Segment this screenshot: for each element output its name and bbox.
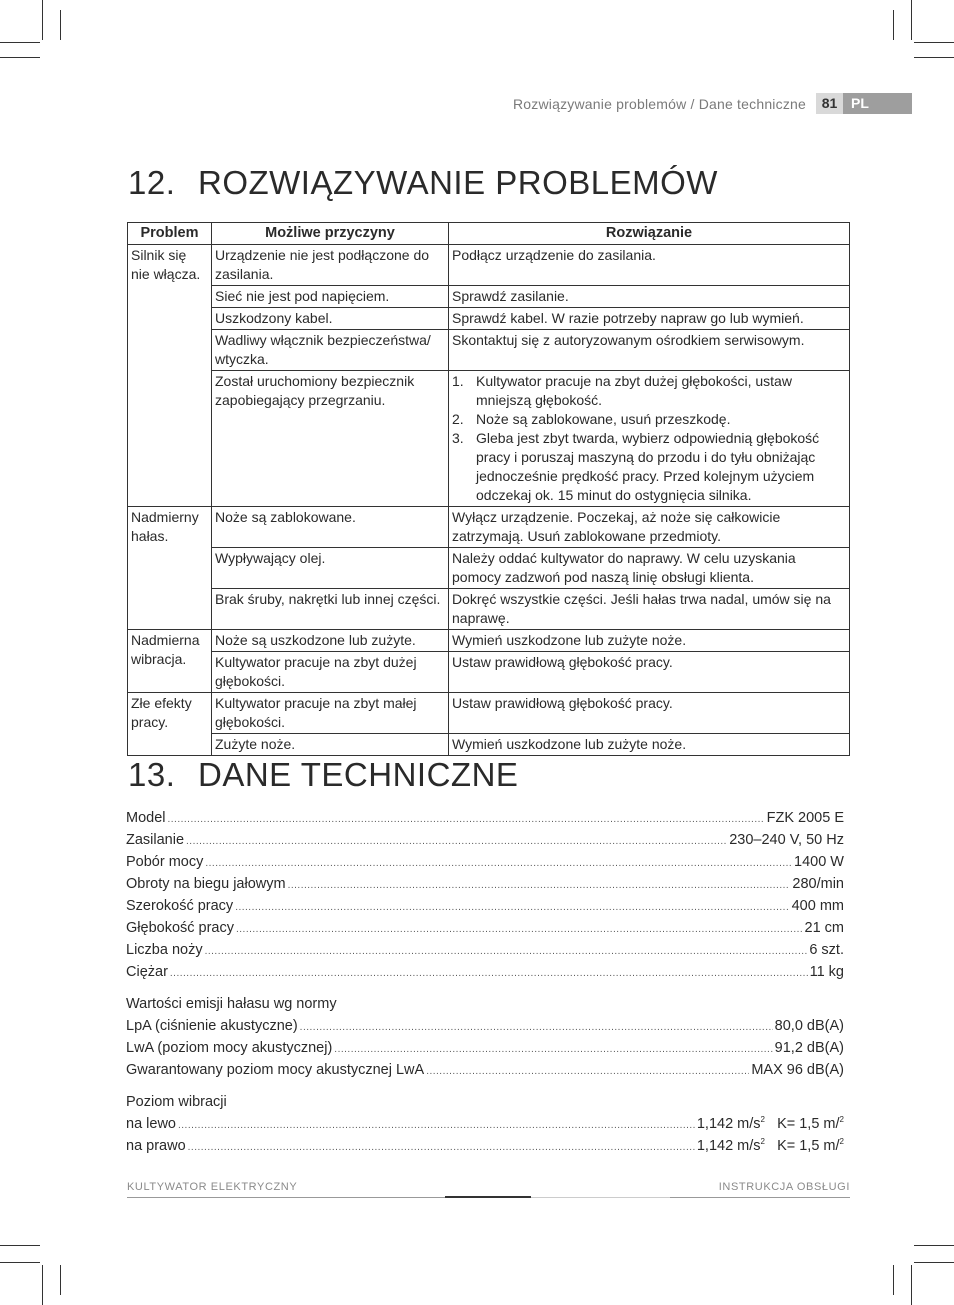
spec-value bbox=[697, 1135, 844, 1157]
footer-divider bbox=[531, 1197, 670, 1198]
technical-data-list bbox=[126, 807, 844, 1157]
table-row bbox=[128, 286, 850, 308]
section-title: DANE TECHNICZNE bbox=[198, 756, 519, 793]
step-number: 2. bbox=[452, 411, 464, 427]
spec-row bbox=[126, 1037, 844, 1059]
spec-row bbox=[126, 939, 844, 961]
language-tab: PL bbox=[843, 93, 912, 114]
footer-divider bbox=[670, 1197, 850, 1198]
spec-row bbox=[126, 1113, 844, 1135]
list-item bbox=[452, 410, 846, 429]
leader-dots bbox=[235, 897, 789, 919]
cause-cell: Zużyte noże. bbox=[212, 734, 449, 756]
troubleshooting-table bbox=[127, 222, 850, 756]
crop-mark bbox=[914, 1245, 954, 1246]
footer-divider bbox=[127, 1197, 445, 1198]
leader-dots bbox=[186, 831, 727, 853]
spec-label: na prawo bbox=[126, 1138, 186, 1154]
footer-left: KULTYWATOR ELEKTRYCZNY bbox=[127, 1181, 298, 1193]
crop-mark bbox=[893, 10, 894, 40]
spec-row bbox=[126, 829, 844, 851]
crop-mark bbox=[60, 10, 61, 40]
table-row bbox=[128, 630, 850, 652]
list-item bbox=[452, 372, 846, 410]
leader-dots bbox=[426, 1061, 749, 1083]
solution-cell: Skontaktuj się z autoryzowanym ośrodkiem serwisowym. bbox=[449, 330, 850, 371]
crop-mark bbox=[911, 0, 912, 40]
spec-value: 400 mm bbox=[791, 898, 844, 914]
step-number: 3. bbox=[452, 430, 464, 446]
leader-dots bbox=[168, 809, 765, 831]
section-number: 13. bbox=[128, 756, 176, 793]
spec-row bbox=[126, 1059, 844, 1081]
problem-cell: Złe efekty pracy. bbox=[128, 693, 212, 756]
spec-row bbox=[126, 961, 844, 983]
spec-value: 80,0 dB(A) bbox=[774, 1018, 844, 1034]
table-row bbox=[128, 693, 850, 734]
spec-row bbox=[126, 1015, 844, 1037]
spec-value: 1400 W bbox=[794, 854, 844, 870]
crop-mark bbox=[0, 1245, 40, 1246]
superscript: 2 bbox=[839, 1137, 844, 1146]
spec-value: FZK 2005 E bbox=[766, 810, 844, 826]
table-row bbox=[128, 330, 850, 371]
vibration-value: 1,142 m/s bbox=[696, 1116, 761, 1132]
spec-value: MAX 96 dB(A) bbox=[751, 1062, 844, 1078]
cause-cell: Sieć nie jest pod napięciem. bbox=[212, 286, 449, 308]
spec-label: LpA (ciśnienie akustyczne) bbox=[126, 1018, 298, 1034]
footer-divider-accent bbox=[445, 1196, 531, 1198]
spec-label: Głębokość pracy bbox=[126, 920, 234, 936]
spec-label: Liczba noży bbox=[126, 942, 203, 958]
crop-mark bbox=[42, 0, 43, 40]
section-13-heading bbox=[128, 756, 518, 794]
solution-cell: Sprawdź kabel. W razie potrzeby napraw go lub wymień. bbox=[449, 308, 850, 330]
leader-dots bbox=[205, 941, 808, 963]
spec-label: LwA (poziom mocy akustycznej) bbox=[126, 1040, 333, 1056]
spec-label: Pobór mocy bbox=[126, 854, 204, 870]
table-row bbox=[128, 507, 850, 548]
crop-mark bbox=[0, 42, 40, 43]
table-row bbox=[128, 652, 850, 693]
step-text: Gleba jest zbyt twarda, wybierz odpowiednią głębokość pracy i poruszaj maszyną do przodu i do tyłu obniżając jednocześnie prędkość pracy. Przed kolejnym użyciem odczekaj ok. 15 minut do ostygnięcia silnika. bbox=[476, 430, 820, 503]
solution-cell: Sprawdź zasilanie. bbox=[449, 286, 850, 308]
problem-cell: Nadmierny hałas. bbox=[128, 507, 212, 630]
solution-cell: Należy oddać kultywator do naprawy. W celu uzyskania pomocy zadzwoń pod naszą linię obsługi klienta. bbox=[449, 548, 850, 589]
table-row bbox=[128, 245, 850, 286]
cause-cell: Kultywator pracuje na zbyt małej głębokości. bbox=[212, 693, 449, 734]
crop-mark bbox=[914, 1262, 954, 1263]
spec-value: 6 szt. bbox=[809, 942, 844, 958]
crop-mark bbox=[0, 1262, 40, 1263]
solution-steps-list bbox=[452, 372, 846, 505]
crop-mark bbox=[893, 1265, 894, 1295]
cause-cell: Wadliwy włącznik bezpieczeństwa/ wtyczka. bbox=[212, 330, 449, 371]
crop-mark bbox=[914, 57, 954, 58]
spec-value: 91,2 dB(A) bbox=[774, 1040, 844, 1056]
cause-cell: Uszkodzony kabel. bbox=[212, 308, 449, 330]
leader-dots bbox=[288, 875, 791, 897]
uncertainty-value: K= 1,5 m/ bbox=[777, 1138, 840, 1154]
step-text: Noże są zablokowane, usuń przeszkodę. bbox=[476, 411, 731, 427]
cause-cell: Noże są uszkodzone lub zużyte. bbox=[212, 630, 449, 652]
spec-row bbox=[126, 873, 844, 895]
cause-cell: Kultywator pracuje na zbyt dużej głębokości. bbox=[212, 652, 449, 693]
uncertainty-value: K= 1,5 m/ bbox=[777, 1116, 840, 1132]
leader-dots bbox=[170, 963, 808, 985]
column-header: Rozwiązanie bbox=[449, 223, 850, 245]
spec-row bbox=[126, 851, 844, 873]
spec-row bbox=[126, 807, 844, 829]
section-12-heading bbox=[128, 164, 718, 202]
superscript: 2 bbox=[760, 1137, 765, 1146]
step-number: 1. bbox=[452, 373, 464, 389]
crop-mark bbox=[60, 1265, 61, 1295]
solution-cell: Wymień uszkodzone lub zużyte noże. bbox=[449, 734, 850, 756]
table-row bbox=[128, 734, 850, 756]
superscript: 2 bbox=[760, 1115, 765, 1124]
solution-cell: Podłącz urządzenie do zasilania. bbox=[449, 245, 850, 286]
column-header: Możliwe przyczyny bbox=[212, 223, 449, 245]
leader-dots bbox=[205, 853, 792, 875]
crop-mark bbox=[911, 1265, 912, 1305]
spec-row bbox=[126, 1135, 844, 1157]
cause-cell: Brak śruby, nakrętki lub innej części. bbox=[212, 589, 449, 630]
spec-row bbox=[126, 895, 844, 917]
spec-value: 230–240 V, 50 Hz bbox=[729, 832, 844, 848]
spec-label: Obroty na biegu jałowym bbox=[126, 876, 286, 892]
spec-label: Ciężar bbox=[126, 964, 168, 980]
spec-value bbox=[697, 1113, 844, 1135]
crop-mark bbox=[42, 1265, 43, 1305]
footer-right: INSTRUKCJA OBSŁUGI bbox=[718, 1181, 850, 1193]
leader-dots bbox=[236, 919, 803, 941]
vibration-value: 1,142 m/s bbox=[696, 1138, 761, 1154]
noise-title: Wartości emisji hałasu wg normy bbox=[126, 996, 337, 1012]
section-title: ROZWIĄZYWANIE PROBLEMÓW bbox=[198, 164, 718, 201]
solution-cell: Dokręć wszystkie części. Jeśli hałas trwa nadal, umów się na naprawę. bbox=[449, 589, 850, 630]
spec-value: 11 kg bbox=[809, 964, 844, 980]
solution-cell: Wyłącz urządzenie. Poczekaj, aż noże się całkowicie zatrzymają. Usuń zablokowane przedmioty. bbox=[449, 507, 850, 548]
vibration-title: Poziom wibracji bbox=[126, 1094, 227, 1110]
spec-label: na lewo bbox=[126, 1116, 176, 1132]
leader-dots bbox=[334, 1039, 772, 1061]
table-header-row bbox=[128, 223, 850, 245]
spec-label: Szerokość pracy bbox=[126, 898, 234, 914]
problem-cell: Nadmierna wibracja. bbox=[128, 630, 212, 693]
table-row bbox=[128, 548, 850, 589]
cause-cell: Urządzenie nie jest podłączone do zasilania. bbox=[212, 245, 449, 286]
spec-label: Zasilanie bbox=[126, 832, 185, 848]
list-item bbox=[452, 429, 846, 505]
spec-value: 280/min bbox=[792, 876, 844, 892]
spec-label: Gwarantowany poziom mocy akustycznej LwA bbox=[126, 1062, 425, 1078]
problem-cell: Silnik się nie włącza. bbox=[128, 245, 212, 507]
solution-cell: Ustaw prawidłową głębokość pracy. bbox=[449, 652, 850, 693]
leader-dots bbox=[178, 1115, 695, 1137]
crop-mark bbox=[914, 42, 954, 43]
crop-mark bbox=[0, 57, 40, 58]
cause-cell: Noże są zablokowane. bbox=[212, 507, 449, 548]
solution-cell bbox=[449, 371, 850, 507]
section-number: 12. bbox=[128, 164, 176, 201]
table-row bbox=[128, 308, 850, 330]
running-header: Rozwiązywanie problemów / Dane techniczne bbox=[512, 96, 806, 112]
solution-cell: Ustaw prawidłową głębokość pracy. bbox=[449, 693, 850, 734]
superscript: 2 bbox=[839, 1115, 844, 1124]
spec-row bbox=[126, 917, 844, 939]
spec-value: 21 cm bbox=[804, 920, 844, 936]
leader-dots bbox=[300, 1017, 773, 1039]
cause-cell: Został uruchomiony bezpiecznik zapobiegający przegrzaniu. bbox=[212, 371, 449, 507]
page-number: 81 bbox=[816, 93, 843, 114]
leader-dots bbox=[188, 1137, 695, 1159]
table-row bbox=[128, 371, 850, 507]
cause-cell: Wypływający olej. bbox=[212, 548, 449, 589]
column-header: Problem bbox=[128, 223, 212, 245]
spec-label: Model bbox=[126, 810, 166, 826]
table-row bbox=[128, 589, 850, 630]
step-text: Kultywator pracuje na zbyt dużej głębokości, ustaw mniejszą głębokość. bbox=[476, 373, 792, 408]
solution-cell: Wymień uszkodzone lub zużyte noże. bbox=[449, 630, 850, 652]
